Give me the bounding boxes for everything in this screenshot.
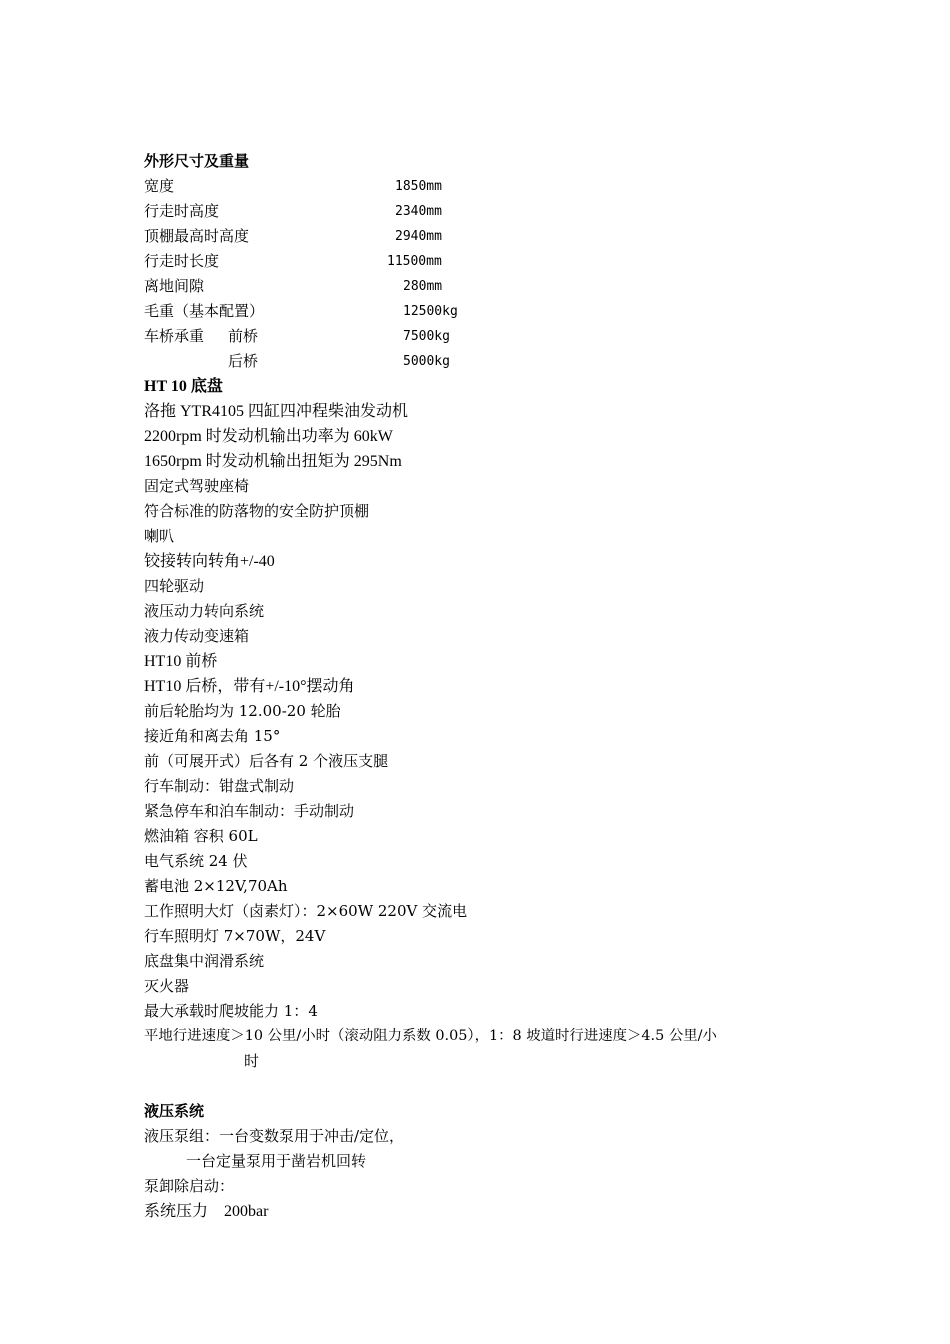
- chassis-item: 灭火器: [144, 977, 190, 995]
- chassis-heading: HT 10 底盘: [144, 378, 223, 395]
- dims-heading: 外形尺寸及重量: [144, 152, 250, 170]
- dims-row-label: 顶棚最高时高度: [144, 227, 250, 245]
- chassis-item: 接近角和离去角 15°: [144, 727, 281, 745]
- dims-row-label: 行走时长度: [144, 252, 220, 270]
- chassis-item: 行车制动：钳盘式制动: [144, 777, 295, 795]
- chassis-item: 前（可展开式）后各有 2 个液压支腿: [144, 752, 389, 770]
- dims-row-value: 12500kg: [403, 304, 458, 319]
- dims-row-value: 2940mm: [395, 229, 442, 244]
- chassis-item: HT10 前桥: [144, 653, 218, 670]
- hydraulic-heading: 液压系统: [144, 1102, 205, 1120]
- dims-row-label: 离地间隙: [144, 277, 205, 295]
- chassis-item: 燃油箱 容积 60L: [144, 827, 258, 845]
- chassis-item: 洛拖 YTR4105 四缸四冲程柴油发动机: [144, 403, 409, 420]
- rear-axle-label: 后桥: [228, 352, 259, 370]
- dims-row-value: 1850mm: [395, 179, 442, 194]
- dims-row-value: 2340mm: [395, 204, 442, 219]
- dims-row-label: 宽度: [144, 177, 175, 195]
- chassis-item: 固定式驾驶座椅: [144, 477, 250, 495]
- chassis-item: 四轮驱动: [144, 577, 205, 595]
- dims-row-label: 行走时高度: [144, 202, 220, 220]
- pump-group-line: 液压泵组：一台变数泵用于冲击/定位，: [144, 1127, 405, 1145]
- front-axle-value: 7500kg: [403, 329, 450, 344]
- chassis-item: 行车照明灯 7×70W，24V: [144, 927, 326, 945]
- chassis-item: 液压动力转向系统: [144, 602, 265, 620]
- chassis-item: 符合标准的防落物的安全防护顶棚: [144, 502, 370, 520]
- chassis-item: HT10 后桥，带有+/-10°摆动角: [144, 678, 355, 695]
- system-pressure-line: 系统压力 200bar: [144, 1203, 269, 1220]
- pump-group-line-continued: 一台定量泵用于凿岩机回转: [186, 1152, 367, 1170]
- axle-load-label: 车桥承重: [144, 327, 205, 345]
- rear-axle-value: 5000kg: [403, 354, 450, 369]
- chassis-item: 最大承载时爬坡能力 1：4: [144, 1002, 318, 1020]
- speed-line: 平地行进速度＞10 公里/小时（滚动阻力系数 0.05），1：8 坡道时行进速度＞4.5 公里/小: [144, 1028, 717, 1044]
- chassis-item: 工作照明大灯（卤素灯）：2×60W 220V 交流电: [144, 902, 468, 920]
- chassis-item: 2200rpm 时发动机输出功率为 60kW: [144, 428, 393, 445]
- dims-row-value: 280mm: [403, 279, 443, 294]
- front-axle-label: 前桥: [228, 327, 259, 345]
- speed-line-continued: 时: [244, 1052, 260, 1070]
- pump-unload-line: 泵卸除启动：: [144, 1177, 235, 1195]
- chassis-item: 电气系统 24 伏: [144, 852, 248, 870]
- chassis-item: 蓄电池 2×12V,70Ah: [144, 877, 288, 895]
- chassis-item: 前后轮胎均为 12.00-20 轮胎: [144, 702, 341, 720]
- chassis-item: 紧急停车和泊车制动：手动制动: [144, 802, 355, 820]
- chassis-item: 液力传动变速箱: [144, 627, 250, 645]
- chassis-item: 底盘集中润滑系统: [144, 952, 265, 970]
- chassis-item: 1650rpm 时发动机输出扭矩为 295Nm: [144, 453, 402, 470]
- chassis-item: 铰接转向转角+/-40: [144, 553, 275, 570]
- dims-row-value: 11500mm: [387, 254, 442, 269]
- chassis-item: 喇叭: [144, 527, 175, 545]
- dims-row-label: 毛重（基本配置）: [144, 302, 265, 320]
